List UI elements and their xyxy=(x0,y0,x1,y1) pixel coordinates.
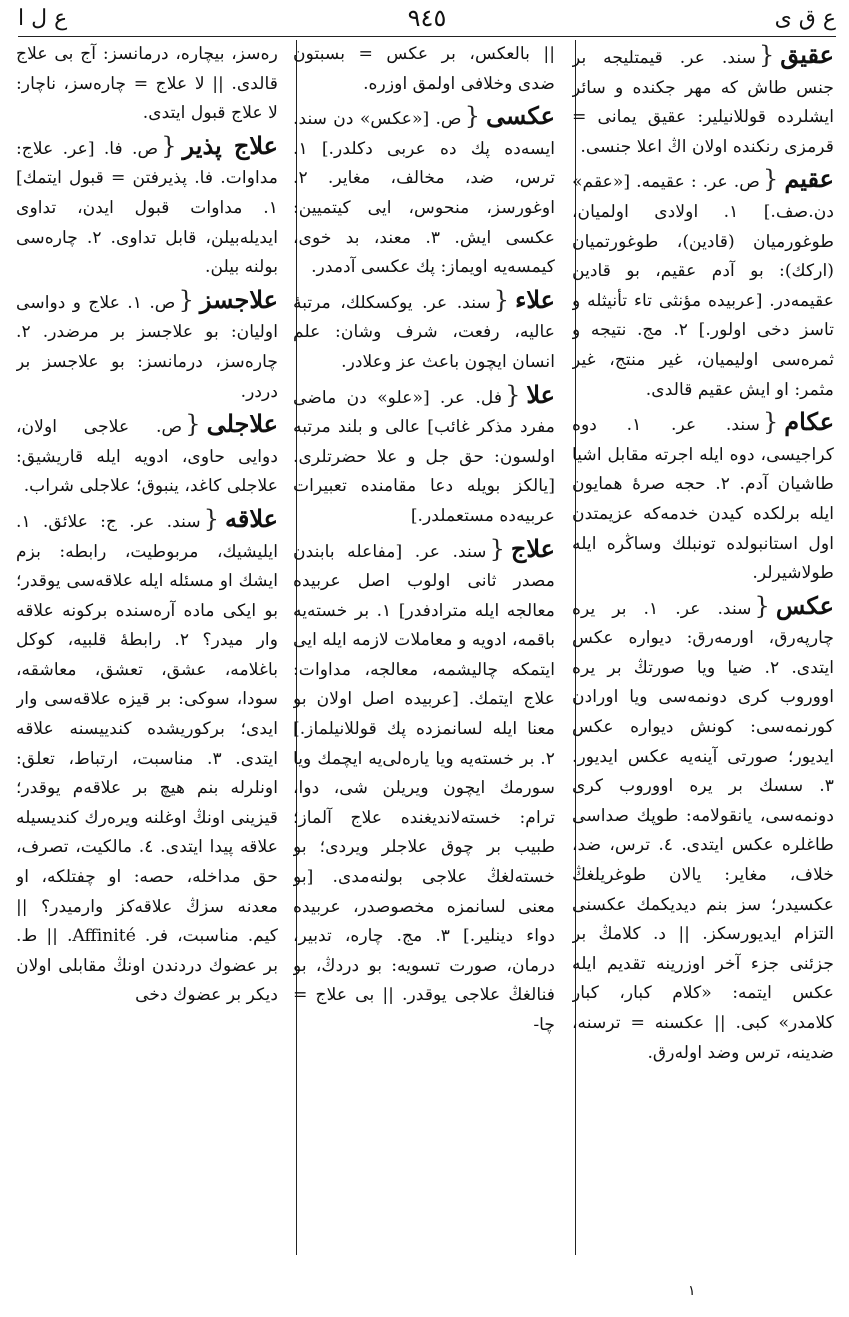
header-right-letters: ع ق ى xyxy=(774,6,836,31)
entry-headword: عقيق xyxy=(780,40,834,69)
dictionary-entry xyxy=(293,285,555,378)
header-left-letters: ع ل ا xyxy=(18,6,68,31)
brace-mark: { xyxy=(178,285,194,314)
entry-definition: سند. عر. قيمتليجه بر جنس طاش كه مهر جكنده و سائر ايشلرده قوللانيلير: عقيق يمانى = قرمزى رنكنده اولان اڭ اعلا جنسى. xyxy=(572,48,834,157)
brace-mark: { xyxy=(754,591,770,620)
entry-headword: علاج پذير xyxy=(182,130,278,160)
brace-mark: { xyxy=(185,410,201,439)
entry-headword: عقيم xyxy=(784,164,834,194)
dictionary-entry xyxy=(293,101,555,283)
entry-headword: عكسى xyxy=(486,101,555,131)
brace-mark: { xyxy=(762,408,779,437)
dictionary-entry xyxy=(572,164,834,405)
entry-definition: سند. عر. ١. بر يره چارپه‌رق، اورمه‌رق: ديواره عكس ايتدى. ٢. ضيا ويا صورتڭ بر يره اووروب كرى دونمه‌سى ويا اورادن كورنمه‌سى: كونش ديواره عكس ايديور؛ صورتى آينه‌يه عكس ايديور. ٣. سسك بر يره اووروب كرى دونمه‌سى، يانقولامه: طوپك صداسى طاغلره عكس ايتدى. ٤. ترس، ضد، خلاف، مغاير: يالان طوغريلغڭ عكسيدر؛ سز بنم ديديكمك عكسنى التزام ايديورسكز. || د. كلامڭ بر جزئنى جزء آخر اوزرينه تقديم ايله عكس ايتمه: «كلام كبار، كبار كلامدر» كبى. || عكسنه = ترسنه، ضدينه، ترس وضد اوله‌رق. xyxy=(572,598,834,1063)
entry-definition: فل. عر. [«علو» دن ماضى مفرد مذكر غائب] عالى و بلند مرتبه اولسون: حق جل و علا حضرتلرى. [يالكز بويله دعا مقامنده تعبيرات عربيه‌ده مستعملدر.] xyxy=(293,387,555,526)
entry-definition: سند. عر. [مفاعله بابندن مصدر ثانى اولوب اصل عربيده معالجه ايله مترادفدر] ١. بر خسته‌يه باقمه، ادويه و معاملات لازمه ايله ايى ايتمكه چاليشمه، معالجه، مداوات: علاج ايتمك. [عربيده اصل اولان بو معنا ايله لسانمزده پك قوللانيلماز.] ٢. بر خسته‌يه ويا يارەلى‌يه ايچمك ويا سورمك ايچون ويريلن شى، دوا، ترام: خسته‌لانديغنده علاج آلماز؛ طبيب بر چوق علاجلر ويردى؛ بو خسته‌لغڭ علاجى بولنه‌مدى. [بو معنى لسانمزه مخصوصدر، عربيده دواء دينلير.] ٣. مج. چاره، تدبير، درمان، صورت تسويه: بو دردڭ، بو فنالغڭ علاجى يوقدر. || بى علاج = چا- xyxy=(293,541,555,1035)
entry-headword: علاجسز xyxy=(199,284,278,314)
dictionary-columns xyxy=(18,40,836,1255)
entry-headword: عكام xyxy=(784,407,834,437)
entry-definition: سند. عر. يوكسكلك، مرتبهٔ عاليه، رفعت، شرف وشان: علم انسان ايچون باعث عز وعلادر. xyxy=(293,292,555,372)
dictionary-entry xyxy=(16,504,278,1011)
dictionary-entry xyxy=(572,407,834,589)
entry-headword: علا xyxy=(526,379,555,409)
dictionary-entry xyxy=(572,40,834,162)
entry-definition: رەسز، بيچاره، درمانسز: آج بى علاج قالدى. || لا علاج = چاره‌سز، ناچار: لا علاج قبول ايتدى. xyxy=(16,44,278,124)
brace-mark: { xyxy=(464,102,480,131)
page-header xyxy=(18,4,836,34)
entry-definition: ص. فا. [عر. علاج: مداوات. فا. پذيرفتن = قبول ايتمك] ١. مداوات قبول ايدن، تداوى ايديله‌بيلن، قابل تداوى. ٢. چاره‌سى بولنه بيلن. xyxy=(16,138,278,278)
entry-headword: عكس xyxy=(775,590,834,620)
brace-mark: { xyxy=(489,534,505,563)
entry-definition: ص. علاجى اولان، دوايى حاوى، ادويه ايله قاريشيق: علاجلى كاغد، ينبوق؛ علاجلى شراب. xyxy=(16,417,278,497)
brace-mark: { xyxy=(161,131,177,160)
entry-headword: علاج xyxy=(510,533,555,563)
entry-definition: سند. عر. ج: علائق. ١. ايليشيك، مربوطيت، رابطه: بزم ايشك او مسئله ايله علاقه‌سى يوقدر؛ بو ايكى ماده آره‌سنده بركونه علاقه وار ميدر؟ ٢. رابطهٔ قلبيه، كوكل باغلامه، عشق، تعشق، معاشقه، سودا، سوكى: بر قيزه علاقه‌سى وار ايدى؛ بركوريشده كندييسنه علاقه ايتدى. ٣. مناسبت، ارتباط، تعلق: اونلرله بنم هيچ بر علاقه‌م يوقدر؛ قيزينى اونڭ اوغلنه ويره‌رك كنديسيله علاقه پيدا ايتدى. ٤. مالكيت، تصرف، حق مداخله، حصه: او چفتلكه، او معدنه سزڭ علاقه‌كز وارميدر؟ || كيم. مناسبت، فر. Affinité. || ط. بر عضوك دردندن اونڭ مقابلى اولان ديكر بر عضوك دخى xyxy=(16,511,278,1006)
header-rule xyxy=(18,36,836,37)
entry-definition: ص. [«عكس» دن سند. ايسه‌ده پك ده عربى دكلدر.] ١. ترس، ضد، مخالف، مغاير. ٢. اوغورسز، منحوس، ايى كيتميين: عكسى ايش. ٣. معند، بد خوى، كيمسه‌يه اويماز: پك عكسى آدمدر. xyxy=(293,109,555,278)
column-right xyxy=(572,40,834,1255)
entry-headword: علاقه xyxy=(225,503,278,533)
page-number: ٩٤٥ xyxy=(407,4,447,32)
brace-mark: { xyxy=(493,285,510,314)
entry-headword: علاجلى xyxy=(206,409,278,439)
dictionary-entry xyxy=(16,409,278,502)
brace-mark: { xyxy=(505,380,521,409)
brace-mark: { xyxy=(203,504,220,533)
dictionary-entry xyxy=(293,380,555,532)
entry-definition: ص. ١. علاج و دواسى اوليان: بو علاجسز بر مرضدر. ٢. چاره‌سز، درمانسز: بو علاجسز بر دردر. xyxy=(16,292,278,402)
entry-headword: علاء xyxy=(515,284,555,314)
brace-mark: { xyxy=(763,165,779,194)
entry-definition: ص. عر. : عقيمه. [«عقم» دن.صف.] ١. اولادى اولميان، طوغورميان (قادين)، طوغورتميان (اركك): بو آدم عقيم، بو قادين عقيمه‌در. [عربيده مؤنثى تاء تأنيثله و تاسز دخى اولور.] ٢. مج. نتيجه و ثمره‌سى اوليميان، غير منتج، غير مثمر: او ايش عقيم قالدى. xyxy=(572,172,834,400)
entry-definition: سند. عر. ١. دوه كراجيسى، دوه ايله اجرته مقابل اشيا طاشيان آدم. ٢. حجه صرهٔ همايون ايله برلكده كيدن خدمه‌كه عزيمتدن اول استانبولده تونبلك وساڭره ايله طولاشيرلر. xyxy=(572,415,834,584)
dictionary-entry xyxy=(16,40,278,129)
dictionary-entry xyxy=(16,131,278,283)
footer-mark: ١ xyxy=(688,1283,696,1299)
column-middle xyxy=(293,40,555,1255)
dictionary-entry xyxy=(293,534,555,1041)
entry-definition: || بالعكس، بر عكس = بسبتون ضدى وخلافى اولمق اوزره. xyxy=(293,44,555,94)
dictionary-entry xyxy=(572,591,834,1069)
brace-mark: { xyxy=(759,41,775,69)
dictionary-entry xyxy=(16,285,278,407)
column-left xyxy=(16,40,278,1255)
dictionary-entry xyxy=(293,40,555,99)
